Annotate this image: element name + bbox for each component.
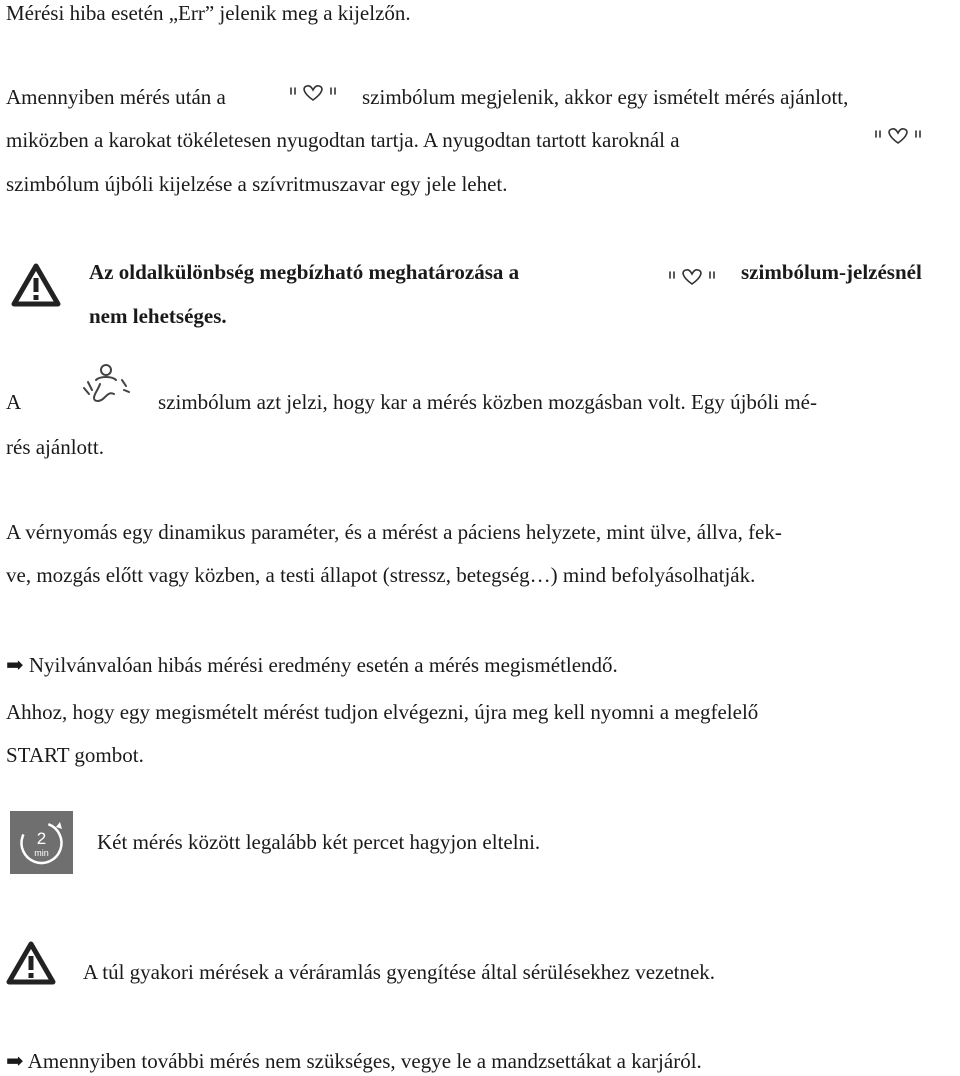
warning-triangle-icon: [5, 940, 57, 986]
warning1-text-a: Az oldalkülönbség megbízható meghatározása a: [89, 260, 520, 284]
irregular-heartbeat-icon: [666, 267, 718, 289]
motion-text-b: szimbólum azt jelzi, hogy kar a mérés közben mozgásban volt. Egy újbóli mé-: [158, 390, 817, 414]
remove-note: ➡ Amennyiben további mérés nem szükséges, vegye le a mandzsettákat a karjáról.: [6, 1049, 702, 1073]
bp-text-line1: A vérnyomás egy dinamikus paraméter, és a mérést a páciens helyzete, mint ülve, állva, fek-: [6, 520, 782, 544]
bp-text-line2: ve, mozgás előtt vagy közben, a testi állapot (stressz, betegség…) mind befolyásolhatják.: [6, 563, 756, 587]
warning2-text: A túl gyakori mérések a véráramlás gyengítése által sérülésekhez vezetnek.: [83, 960, 716, 984]
irregular-heartbeat-icon: [288, 83, 338, 105]
warning-triangle-icon: [10, 262, 62, 308]
para1-text-c: miközben a karokat tökéletesen nyugodtan tartja. A nyugodtan tartott karoknál a: [6, 128, 680, 152]
err-note: Mérési hiba esetén „Err” jelenik meg a kijelzőn.: [6, 1, 411, 25]
para1-text-b: szimbólum megjelenik, akkor egy ismételt mérés ajánlott,: [362, 85, 849, 109]
timer-text: Két mérés között legalább két percet hagyjon eltelni.: [97, 830, 541, 854]
svg-text:min: min: [34, 848, 49, 858]
start-text-line1: Ahhoz, hogy egy megismételt mérést tudjon elvégezni, újra meg kell nyomni a megfelelő: [6, 700, 759, 724]
start-text-line2: START gombot.: [6, 743, 144, 767]
arm-movement-icon: [80, 362, 132, 410]
motion-text-c: rés ajánlott.: [6, 435, 104, 459]
motion-text-a: A: [6, 390, 22, 414]
para1-text-d: szimbólum újbóli kijelzése a szívritmuszavar egy jele lehet.: [6, 172, 508, 196]
two-minute-timer-icon: [10, 811, 73, 874]
warning1-text-c: nem lehetséges.: [89, 304, 227, 328]
repeat-note: ➡ Nyilvánvalóan hibás mérési eredmény esetén a mérés megismétlendő.: [6, 653, 618, 677]
irregular-heartbeat-icon: [873, 126, 923, 148]
para1-text-a: Amennyiben mérés után a: [6, 85, 226, 109]
warning1-text-b: szimbólum-jelzésnél: [741, 260, 922, 284]
svg-text:2: 2: [36, 829, 47, 848]
